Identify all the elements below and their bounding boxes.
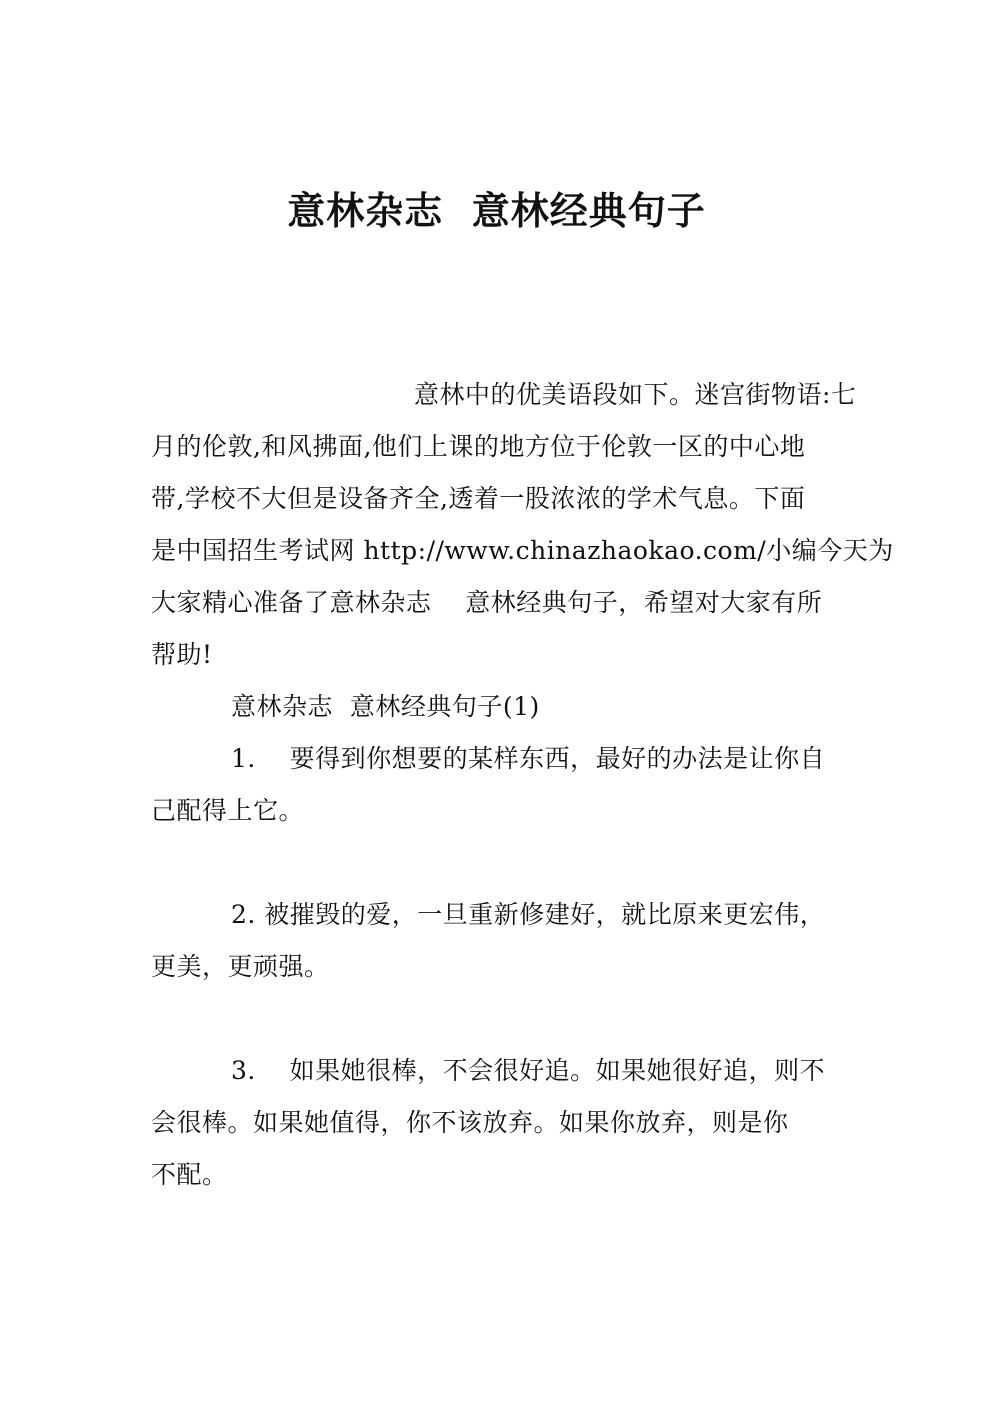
intro-line: 意林中的优美语段如下。迷宫街物语:七 bbox=[414, 380, 857, 409]
intro-line: 帮助! bbox=[151, 640, 213, 669]
list-item-line: 不配。 bbox=[151, 1160, 228, 1189]
intro-line: 月的伦敦,和风拂面,他们上课的地方位于伦敦一区的中心地 bbox=[151, 432, 806, 461]
list-item-line: 2. 被摧毁的爱，一旦重新修建好，就比原来更宏伟， bbox=[231, 900, 826, 929]
intro-line: 大家精心准备了意林杂志 意林经典句子，希望对大家有所 bbox=[151, 588, 823, 617]
list-item-line: 更美，更顽强。 bbox=[151, 952, 330, 981]
list-item-line: 3. 如果她很棒，不会很好追。如果她很好追，则不 bbox=[231, 1056, 826, 1085]
list-item-line: 会很棒。如果她值得，你不该放弃。如果你放弃，则是你 bbox=[151, 1108, 789, 1137]
list-item-line: 己配得上它。 bbox=[151, 796, 305, 825]
list-item-line: 1. 要得到你想要的某样东西，最好的办法是让你自 bbox=[231, 744, 826, 773]
document-title: 意林杂志 意林经典句子 bbox=[287, 188, 706, 233]
intro-line: 是中国招生考试网 http://www.chinazhaokao.com/小编今天为 bbox=[151, 536, 894, 565]
section-heading: 意林杂志 意林经典句子(1) bbox=[231, 692, 540, 721]
intro-line: 带,学校不大但是设备齐全,透着一股浓浓的学术气息。下面 bbox=[151, 484, 806, 513]
